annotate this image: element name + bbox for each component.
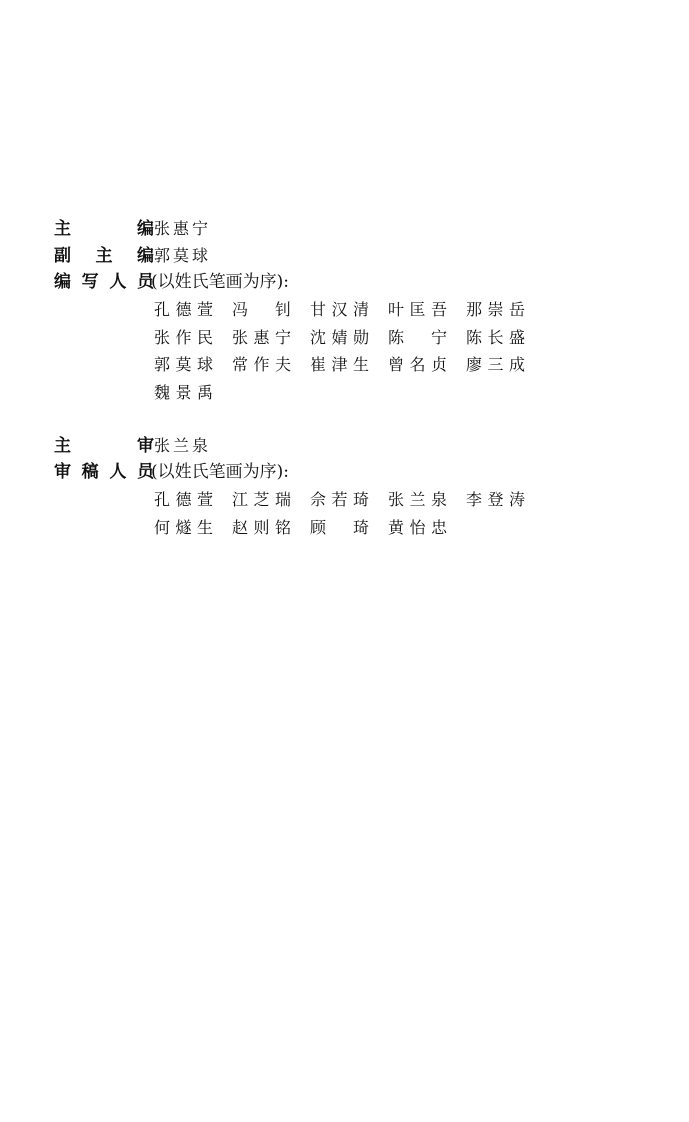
writer-name: 孔 德 萱 [154, 300, 213, 319]
reviewer-name: 佘 若 琦 [310, 490, 369, 509]
writers-list [154, 296, 654, 406]
deputy-editor-label: 副 主 编 [54, 246, 154, 266]
reviewer-name: 张 兰 泉 [388, 490, 447, 509]
reviewers-list-row [154, 486, 654, 514]
writer-name: 张 惠 宁 [232, 327, 291, 347]
section-spacer [54, 406, 654, 432]
reviewer-name: 孔 德 萱 [154, 490, 213, 509]
writer-name: 魏 景 禹 [154, 382, 213, 402]
chief-reviewer-label: 主 审 [54, 436, 154, 456]
writers-list-row [154, 351, 654, 379]
writer-name: 曾 名 贞 [388, 355, 447, 374]
chief-reviewer-row [54, 432, 654, 459]
reviewer-name: 何 燧 生 [154, 517, 213, 537]
reviewers-label: 审 稿 人 员 [54, 462, 154, 482]
reviewer-name: 顾 琦 [310, 517, 369, 537]
editor-row [54, 215, 654, 242]
writer-name: 郭 莫 球 [154, 355, 213, 374]
writers-order-note: (以姓氏笔画为序): [151, 272, 289, 292]
reviewers-list [154, 486, 654, 541]
writers-row [54, 269, 654, 296]
writer-name: 陈 宁 [388, 327, 447, 347]
writers-list-row [154, 379, 654, 407]
editor-label: 主 编 [54, 219, 154, 239]
reviewers-order-note: (以姓氏笔画为序): [151, 462, 289, 482]
writer-name: 张 作 民 [154, 327, 213, 347]
editor-name: 张惠宁 [154, 219, 212, 238]
reviewer-name: 赵 则 铭 [232, 517, 291, 537]
writer-name: 沈 婧 勋 [310, 327, 369, 347]
writer-name: 甘 汉 清 [310, 300, 369, 319]
writer-name: 常 作 夫 [232, 355, 291, 374]
reviewer-name: 江 芝 瑞 [232, 490, 291, 509]
writer-name: 那 崇 岳 [466, 300, 525, 319]
writer-name: 陈 长 盛 [466, 327, 525, 347]
writers-list-row [154, 296, 654, 324]
writer-name: 廖 三 成 [466, 355, 525, 374]
writers-list-row [154, 324, 654, 352]
deputy-editor-name: 郭莫球 [154, 246, 212, 265]
writer-name: 叶 匡 吾 [388, 300, 447, 319]
chief-reviewer-name: 张兰泉 [154, 436, 212, 455]
credits-page [54, 215, 654, 541]
deputy-editor-row [54, 242, 654, 269]
reviewers-row [54, 459, 654, 486]
reviewer-name: 黄 怡 忠 [388, 517, 447, 537]
writer-name: 冯 钊 [232, 300, 291, 319]
writers-label: 编 写 人 员 [54, 272, 154, 292]
reviewer-name: 李 登 涛 [466, 490, 525, 509]
reviewers-list-row [154, 514, 654, 542]
writer-name: 崔 津 生 [310, 355, 369, 374]
